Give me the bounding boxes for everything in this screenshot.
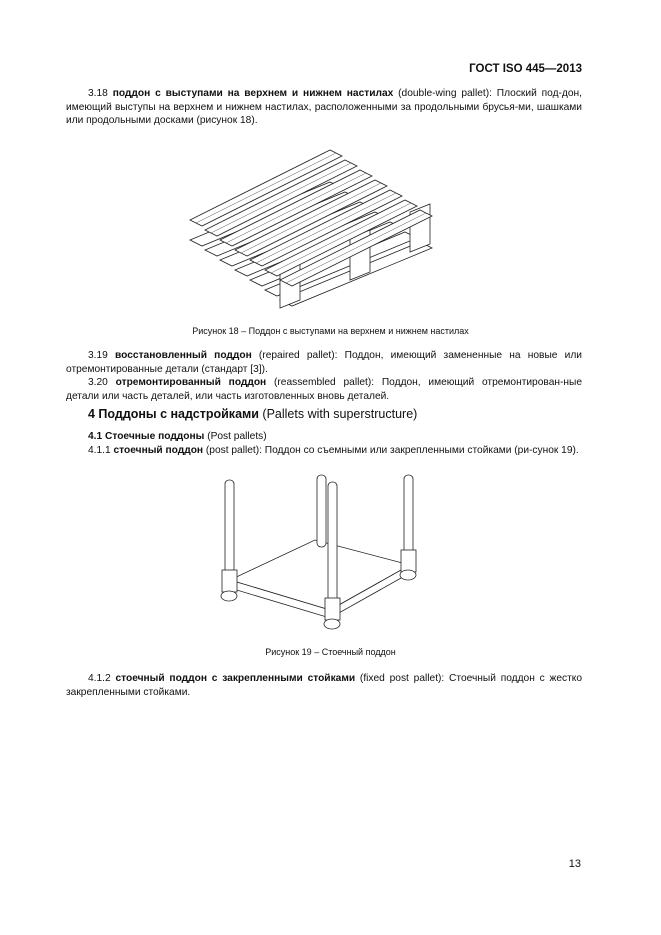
- clause-text: (reassembled pallet): Поддон, имеющий отремонтирован-ные детали или часть деталей, или часть изготовленных вновь деталей.: [66, 377, 582, 402]
- section-subtitle: (Pallets with superstructure): [258, 407, 418, 421]
- section-title: 4 Поддоны с надстройками: [88, 407, 259, 421]
- clause-text: (repaired pallet): Поддон, имеющий замененные на новые или отремонтированные детали (стандарт [3]).: [66, 350, 582, 375]
- clause-term: стоечный поддон с закрепленными стойками: [115, 673, 356, 684]
- clause-text: (post pallet): Поддон со съемными или закрепленными стойками (ри-сунок 19).: [203, 444, 579, 456]
- clause-term: стоечный поддон: [113, 444, 204, 456]
- figure-18-caption: Рисунок 18 – Поддон с выступами на верхнем и нижнем настилах: [192, 326, 469, 336]
- clauses-4-1: [66, 430, 582, 457]
- section-4-title: [88, 407, 417, 421]
- clause-number: 3.19: [88, 350, 116, 361]
- clause-number: 3.20: [88, 377, 116, 389]
- page-number: 13: [568, 858, 581, 870]
- figure-19-post-pallet-drawing: [0, 470, 661, 640]
- clause-term: поддон с выступами на верхнем и нижнем настилах: [112, 88, 394, 99]
- clause-text: (double-wing pallet): Плоский под-дон, имеющий выступы на верхнем и нижнем настилах, расположенными за продольными брусья-ми, шашками или продольными досками (рисунок 18).: [66, 88, 582, 127]
- figure-18-pallet-drawing: [0, 140, 661, 340]
- clause-text: (Post pallets): [204, 431, 267, 442]
- clause-term: восстановленный поддон: [115, 350, 252, 361]
- clause-number: 3.18: [88, 88, 113, 99]
- clause-term: отремонтированный поддон: [115, 377, 267, 389]
- document-header: ГОСТ ISO 445—2013: [469, 63, 582, 75]
- clause-3-18: [66, 87, 582, 128]
- clause-number: 4.1.2: [88, 673, 116, 684]
- clause-term: 4.1 Стоечные поддоны: [88, 431, 205, 442]
- figure-19-caption: Рисунок 19 – Стоечный поддон: [265, 647, 396, 657]
- clause-text: (fixed post pallet): Стоечный поддон с жестко закрепленными стойками.: [66, 673, 582, 698]
- clauses-3-19-3-20: [66, 349, 582, 403]
- clause-4-1-2: [66, 672, 582, 699]
- clause-number: 4.1.1: [88, 444, 114, 456]
